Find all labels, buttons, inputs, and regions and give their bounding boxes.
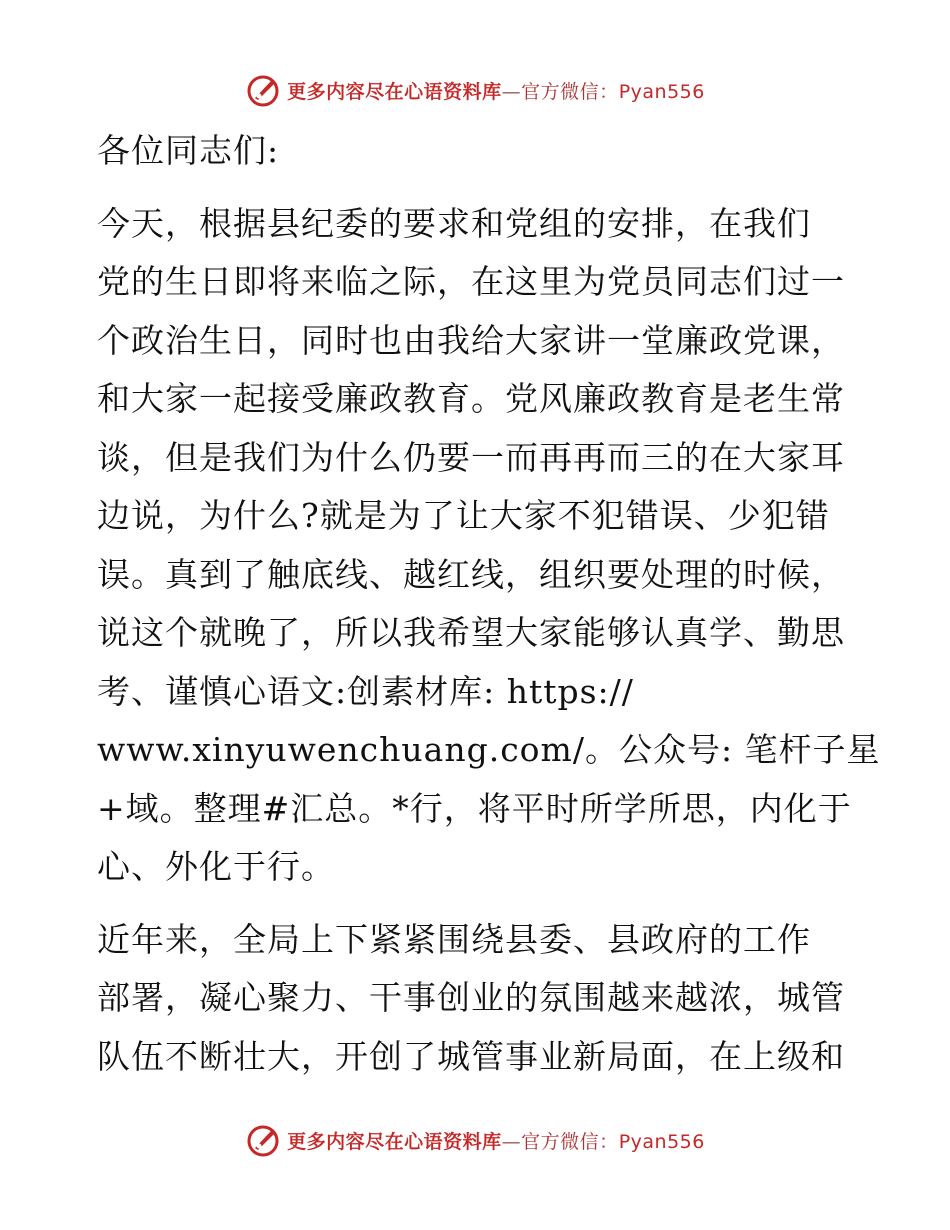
body-line: 谈，但是我们为什么仍要一而再再而三的在大家耳 xyxy=(97,437,845,477)
watermark-wechat-label: 官方微信： xyxy=(521,1130,619,1153)
body-line: 误。真到了触底线、越红线，组织要处理的时候， xyxy=(97,554,845,594)
body-line: 个政治生日，同时也由我给大家讲一堂廉政党课， xyxy=(97,320,845,360)
quill-logo-icon xyxy=(245,1122,281,1158)
body-line: 说这个就晚了，所以我希望大家能够认真学、勤思 xyxy=(97,613,845,652)
body-line: 党的生日即将来临之际，在这里为党员同志们过一 xyxy=(97,262,845,301)
body-line: +域。整理#汇总。*行，将平时所学所思，内化于 xyxy=(97,788,852,828)
watermark-lead: 更多内容尽在心语资料库 xyxy=(287,80,502,103)
watermark-banner-bottom xyxy=(0,1120,950,1160)
watermark-banner-top xyxy=(0,70,950,110)
watermark-wechat-label: 官方微信： xyxy=(521,80,619,103)
body-line: www.xinyuwenchuang.com/。公众号: 笔杆子星 xyxy=(97,730,881,769)
quill-logo-icon xyxy=(245,72,281,108)
body-line: 考、谨慎心语文:创素材库: https:// xyxy=(97,671,634,711)
document-body xyxy=(97,122,881,1086)
body-line: 心、外化于行。 xyxy=(97,847,335,886)
watermark-wechat-id: Pyan556 xyxy=(618,80,705,103)
body-line: 边说，为什么?就是为了让大家不犯错误、少犯错 xyxy=(97,496,830,535)
watermark-dash: — xyxy=(501,1130,522,1153)
watermark-text xyxy=(287,77,705,104)
body-line: 和大家一起接受廉政教育。党风廉政教育是老生常 xyxy=(97,379,845,418)
body-line: 近年来，全局上下紧紧围绕县委、县政府的工作 xyxy=(97,919,811,959)
watermark-text xyxy=(287,1127,705,1154)
watermark-dash: — xyxy=(501,80,522,103)
body-line: 部署，凝心聚力、干事创业的氛围越来越浓，城管 xyxy=(97,978,845,1017)
body-line: 今天，根据县纪委的要求和党组的安排，在我们 xyxy=(97,203,811,243)
greeting: 各位同志们: xyxy=(97,131,280,170)
watermark-lead: 更多内容尽在心语资料库 xyxy=(287,1130,502,1153)
body-line: 队伍不断壮大，开创了城管事业新局面，在上级和 xyxy=(97,1036,845,1076)
watermark-wechat-id: Pyan556 xyxy=(618,1130,705,1153)
